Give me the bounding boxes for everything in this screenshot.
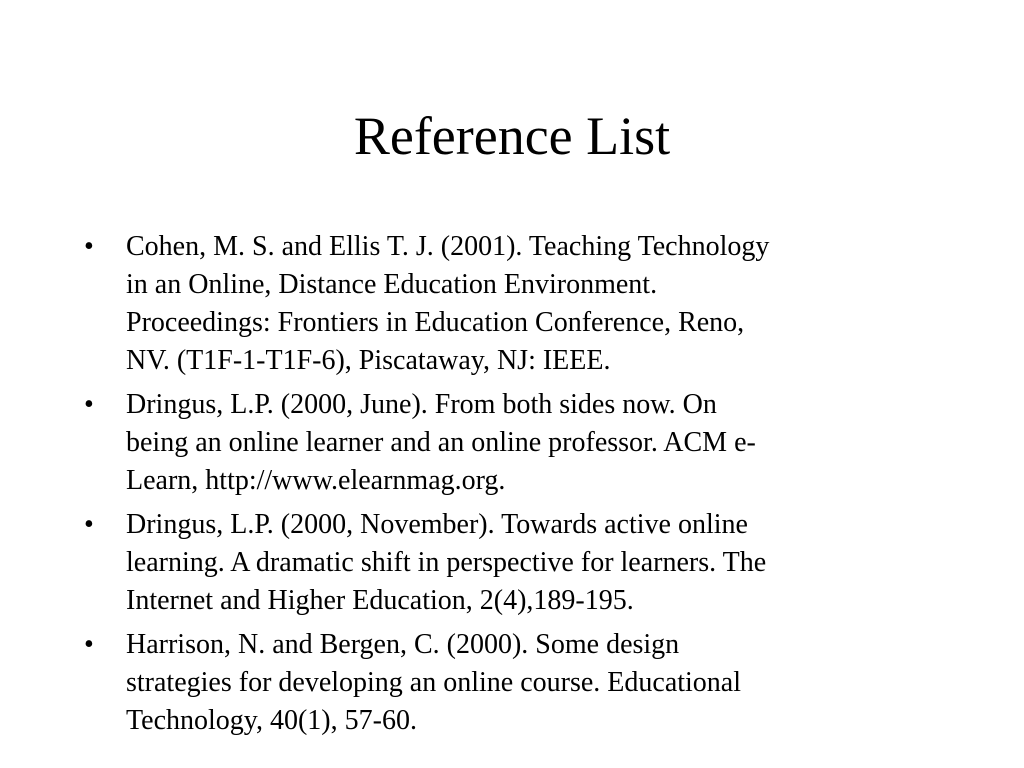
slide-title: Reference List <box>353 106 671 166</box>
bullet-icon: • <box>84 509 94 540</box>
reference-list <box>84 228 929 746</box>
reference-item <box>84 228 929 380</box>
bullet-icon: • <box>84 231 94 262</box>
reference-item <box>84 626 929 740</box>
bullet-icon: • <box>84 389 94 420</box>
reference-item <box>84 506 929 620</box>
bullet-icon: • <box>84 629 94 660</box>
reference-item <box>84 386 929 500</box>
reference-text: Harrison, N. and Bergen, C. (2000). Some design strategies for developing an online course. Educational Technology, 40(1), 57-60. <box>126 629 742 736</box>
reference-text: Dringus, L.P. (2000, November). Towards active online learning. A dramatic shift in perspective for learners. The Internet and Higher Education, 2(4),189-195. <box>126 509 767 616</box>
reference-text: Cohen, M. S. and Ellis T. J. (2001). Teaching Technology in an Online, Distance Education Environment. Proceedings: Frontiers in Education Conference, Reno, NV. (T1F-1-T1F-6), Piscataway, NJ: IEEE. <box>126 231 770 376</box>
reference-text: Dringus, L.P. (2000, June). From both sides now. On being an online learner and an online professor. ACM e- Learn, http://www.elearnmag.org. <box>126 389 756 496</box>
